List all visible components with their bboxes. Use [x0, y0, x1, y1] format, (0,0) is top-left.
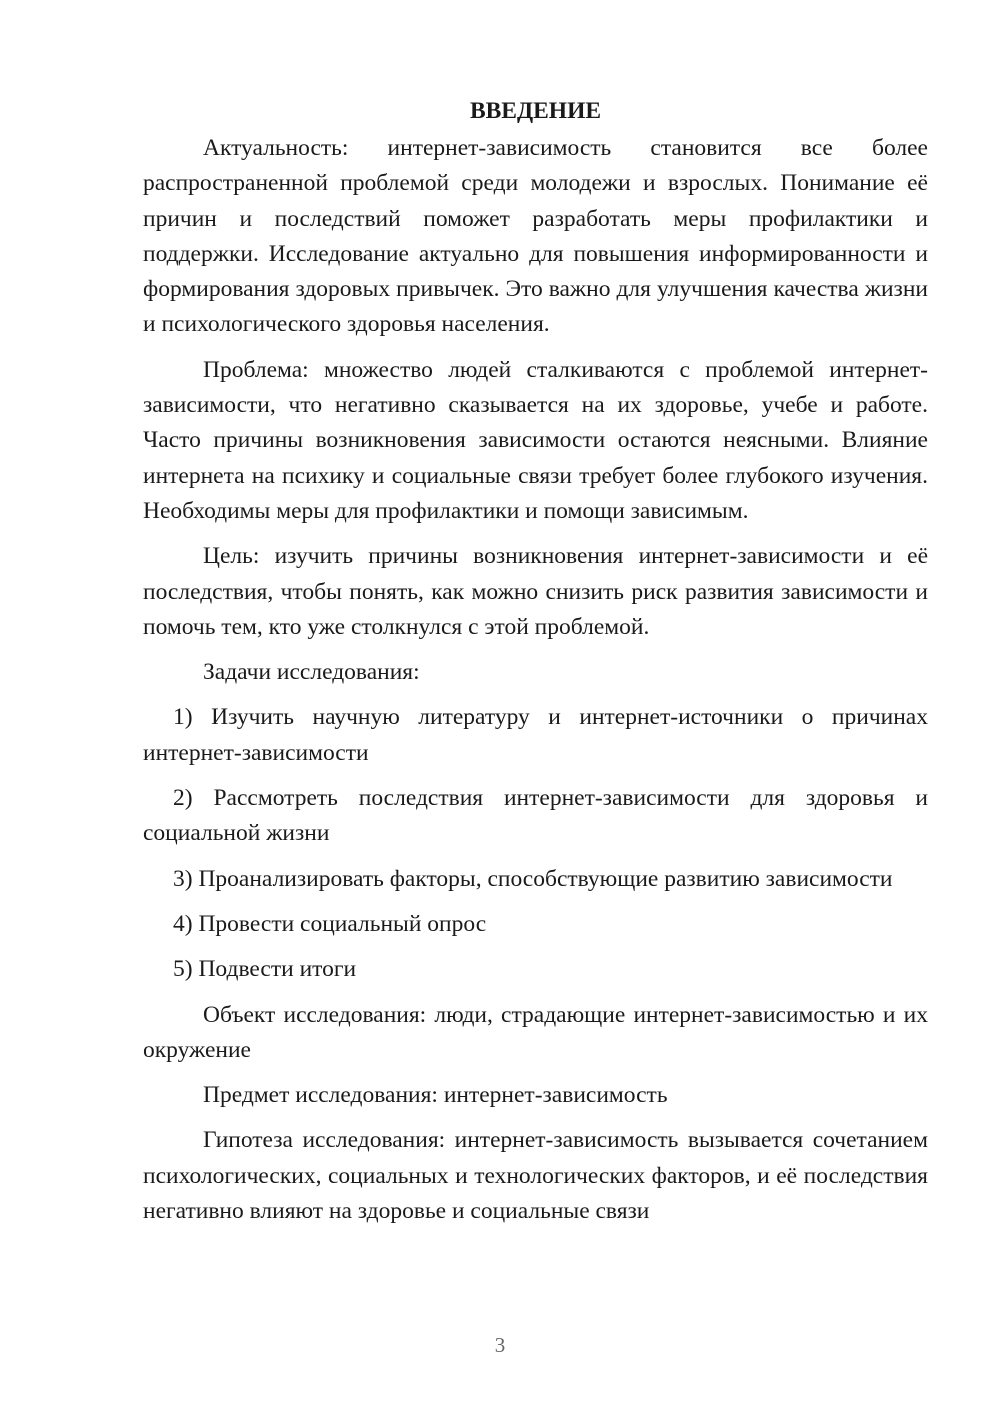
- task-item-5: 5) Подвести итоги: [173, 956, 357, 983]
- task-item-2: 2) Рассмотреть последствия интернет-зависимости для здоровья и социальной жизни: [143, 785, 928, 847]
- paragraph-goal: Цель: изучить причины возникновения интернет-зависимости и её последствия, чтобы понять, как можно снизить риск развития зависимости и помочь тем, кто уже столкнулся с этой проблемой.: [143, 543, 928, 640]
- paragraph-subject: Предмет исследования: интернет-зависимость: [203, 1082, 668, 1109]
- page-content: [143, 94, 928, 1229]
- task-item-3: 3) Проанализировать факторы, способствующие развитию зависимости: [173, 865, 893, 892]
- page-number: 3: [494, 1333, 506, 1357]
- task-item-1: 1) Изучить научную литературу и интернет-источники о причинах интернет-зависимости: [143, 704, 928, 766]
- task-item-4: 4) Провести социальный опрос: [173, 910, 487, 937]
- paragraph-object: Объект исследования: люди, страдающие интернет-зависимостью и их окружение: [143, 1001, 928, 1063]
- paragraph-relevance: Актуальность: интернет-зависимость становится все более распространенной проблемой среди молодежи и взрослых. Понимание её причин и последствий поможет разработать меры профилактики и поддержки. Исследование актуально для повышения информированности и формирования здоровых привычек. Это важно для улучшения качества жизни и психологического здоровья населения.: [143, 135, 928, 338]
- section-title: ВВЕДЕНИЕ: [469, 98, 602, 124]
- paragraph-hypothesis: Гипотеза исследования: интернет-зависимость вызывается сочетанием психологических, социальных и технологических факторов, и её последствия негативно влияют на здоровье и социальные связи: [143, 1127, 928, 1225]
- paragraph-problem: Проблема: множество людей сталкиваются с проблемой интернет-зависимости, что негативно сказывается на их здоровье, учебе и работе. Часто причины возникновения зависимости остаются неясными. Влияние интернета на психику и социальные связи требует более глубокого изучения. Необходимы меры для профилактики и помощи зависимым.: [143, 356, 928, 524]
- paragraph-tasks-heading: Задачи исследования:: [203, 659, 420, 686]
